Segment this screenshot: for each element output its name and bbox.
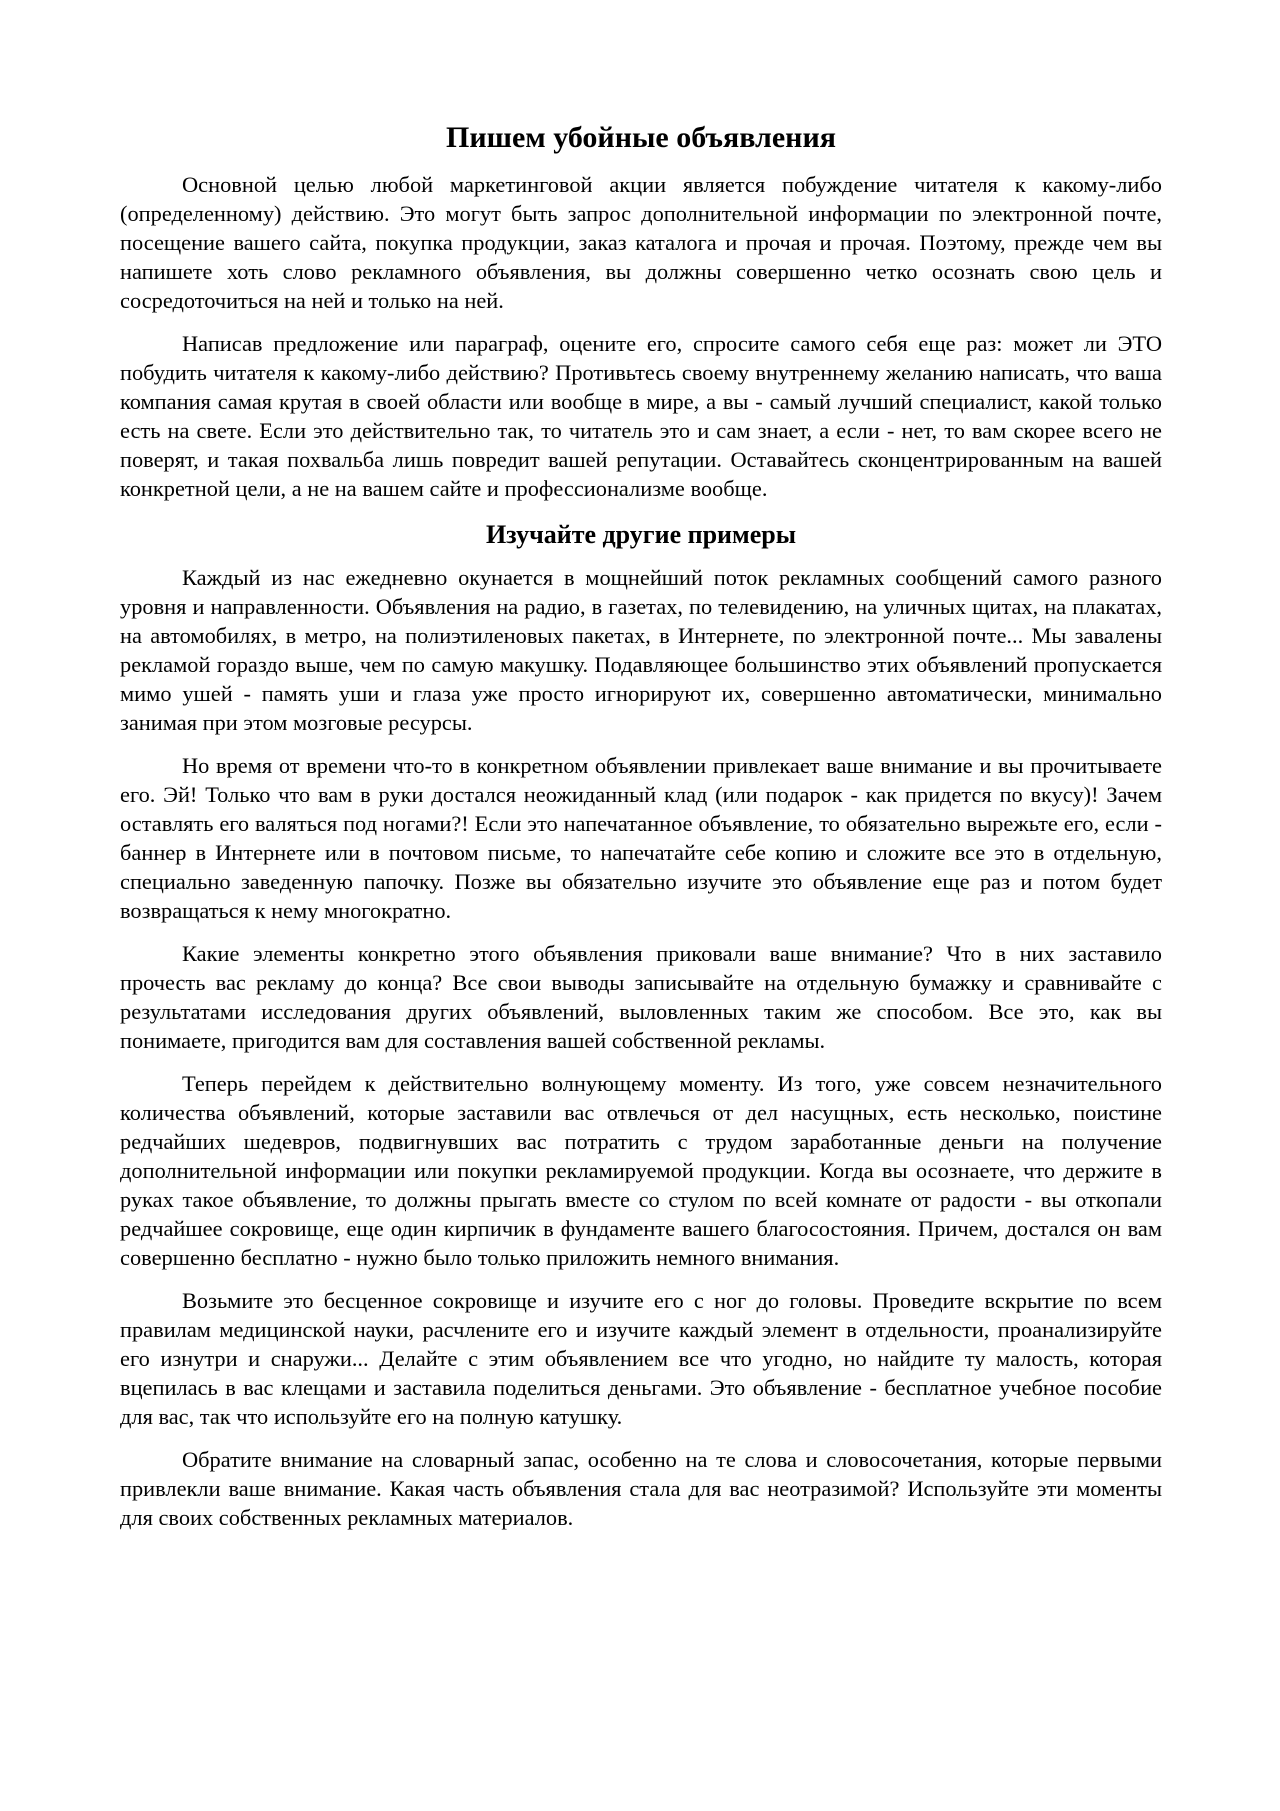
- paragraph: Написав предложение или параграф, оцените его, спросите самого себя еще раз: может ли ЭТО побудить читателя к какому-либо действию? Противьтесь своему внутреннему желанию написать, что ваша компания самая крутая в своей области или вообще в мире, а вы - самый лучший специалист, какой только есть на свете. Если это действительно так, то читатель это и сам знает, а если - нет, то вам скорее всего не поверят, и такая похвальба лишь повредит вашей репутации. Оставайтесь сконцентрированным на вашей конкретной цели, а не на вашем сайте и профессионализме вообще.: [120, 331, 1162, 501]
- document-body: [120, 118, 1162, 1546]
- paragraph: Какие элементы конкретно этого объявления приковали ваше внимание? Что в них заставило прочесть вас рекламу до конца? Все свои выводы записывайте на отдельную бумажку и сравнивайте с результатами исследования других объявлений, выловленных таким же способом. Все это, как вы понимаете, пригодится вам для составления вашей собственной рекламы.: [120, 941, 1162, 1053]
- paragraph: Основной целью любой маркетинговой акции является побуждение читателя к какому-либо (определенному) действию. Это могут быть запрос дополнительной информации по электронной почте, посещение вашего сайта, покупка продукции, заказ каталога и прочая и прочая. Поэтому, прежде чем вы напишете хоть слово рекламного объявления, вы должны совершенно четко осознать свою цель и сосредоточиться на ней и только на ней.: [120, 172, 1162, 313]
- paragraph: Каждый из нас ежедневно окунается в мощнейший поток рекламных сообщений самого разного уровня и направленности. Объявления на радио, в газетах, по телевидению, на уличных щитах, на плакатах, на автомобилях, в метро, на полиэтиленовых пакетах, в Интернете, по электронной почте... Мы завалены рекламой гораздо выше, чем по самую макушку. Подавляющее большинство этих объявлений пропускается мимо ушей - память уши и глаза уже просто игнорируют их, совершенно автоматически, минимально занимая при этом мозговые ресурсы.: [120, 565, 1162, 735]
- paragraph: Но время от времени что-то в конкретном объявлении привлекает ваше внимание и вы прочитываете его. Эй! Только что вам в руки достался неожиданный клад (или подарок - как придется по вкусу)! Зачем оставлять его валяться под ногами?! Если это напечатанное объявление, то обязательно вырежьте его, если - баннер в Интернете или в почтовом письме, то напечатайте себе копию и сложите все это в отдельную, специально заведенную папочку. Позже вы обязательно изучите это объявление еще раз и потом будет возвращаться к нему многократно.: [120, 753, 1162, 923]
- paragraph: Обратите внимание на словарный запас, особенно на те слова и словосочетания, которые первыми привлекли ваше внимание. Какая часть объявления стала для вас неотразимой? Используйте эти моменты для своих собственных рекламных материалов.: [120, 1447, 1162, 1530]
- paragraph: Теперь перейдем к действительно волнующему моменту. Из того, уже совсем незначительного количества объявлений, которые заставили вас отвлечься от дел насущных, есть несколько, поистине редчайших шедевров, подвигнувших вас потратить с трудом заработанные деньги на получение дополнительной информации или покупки рекламируемой продукции. Когда вы осознаете, что держите в руках такое объявление, то должны прыгать вместе со стулом по всей комнате от радости - вы откопали редчайшее сокровище, еще один кирпичик в фундаменте вашего благосостояния. Причем, достался он вам совершенно бесплатно - нужно было только приложить немного внимания.: [120, 1071, 1162, 1270]
- paragraph: Возьмите это бесценное сокровище и изучите его с ног до головы. Проведите вскрытие по всем правилам медицинской науки, расчлените его и изучите каждый элемент в отдельности, проанализируйте его изнутри и снаружи... Делайте с этим объявлением все что угодно, но найдите ту малость, которая вцепилась в вас клещами и заставила поделиться деньгами. Это объявление - бесплатное учебное пособие для вас, так что используйте его на полную катушку.: [120, 1288, 1162, 1429]
- section-heading: Изучайте другие примеры: [485, 520, 797, 549]
- page-title: Пишем убойные объявления: [446, 121, 836, 154]
